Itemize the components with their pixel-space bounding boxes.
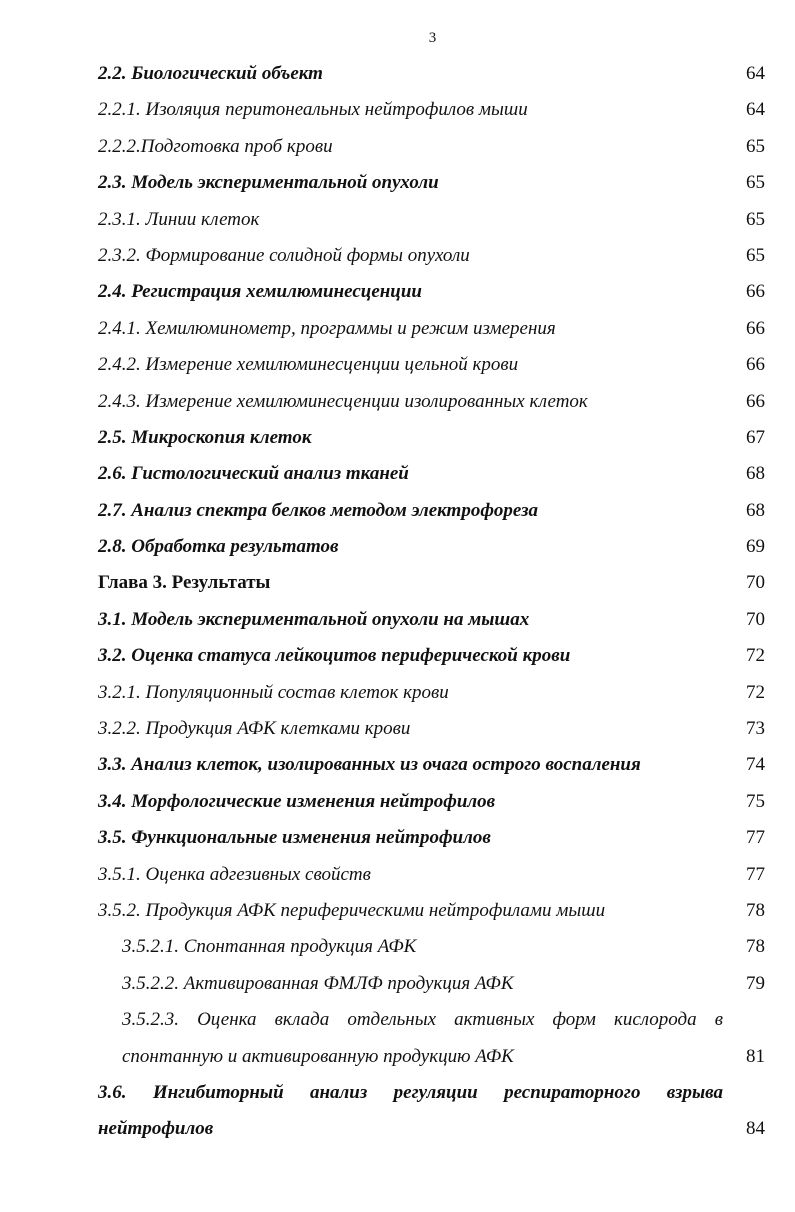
- toc-entry-page: 78: [746, 936, 765, 958]
- toc-entry-title: Глава 3. Результаты: [98, 572, 271, 594]
- toc-entry-title: 2.3. Модель экспериментальной опухоли: [98, 172, 439, 194]
- toc-entry-title: 2.3.1. Линии клеток: [98, 208, 260, 230]
- toc-entry: [0, 529, 795, 565]
- toc-entry-title: 3.2.2. Продукция АФК клетками крови: [98, 718, 411, 740]
- toc-entry-page: 67: [746, 426, 765, 448]
- toc-entry: [0, 347, 795, 383]
- toc-entry-page: 66: [746, 354, 765, 376]
- toc-entry-page: 74: [746, 754, 765, 776]
- toc-entry-page: 72: [746, 645, 765, 667]
- toc-entry: [0, 929, 795, 965]
- toc-entry-page: 84: [746, 1118, 765, 1140]
- toc-entry: [0, 202, 795, 238]
- toc-entry: [0, 784, 795, 820]
- toc-entry-title: 3.5.1. Оценка адгезивных свойств: [98, 863, 371, 885]
- toc-entry: [0, 420, 795, 456]
- toc-entry: [0, 747, 795, 783]
- toc-entry-continuation: [0, 1111, 795, 1147]
- toc-entry-page: 68: [746, 463, 765, 485]
- toc-entry-page: 65: [746, 244, 765, 266]
- toc-entry-title: 2.4.3. Измерение хемилюминесценции изолированных клеток: [98, 390, 588, 412]
- toc-entry-page: 81: [746, 1045, 765, 1067]
- toc-entry: [0, 711, 795, 747]
- toc-entry: [0, 311, 795, 347]
- toc-entry-title: 3.2. Оценка статуса лейкоцитов периферической крови: [98, 645, 571, 667]
- toc-entry: [0, 493, 795, 529]
- toc-entry-continuation: [0, 1039, 795, 1075]
- toc-entry-page: 66: [746, 281, 765, 303]
- toc-entry: [0, 966, 795, 1002]
- toc-entry-page: 70: [746, 608, 765, 630]
- toc-entry-title: 3.3. Анализ клеток, изолированных из очага острого воспаления: [98, 754, 641, 776]
- toc-entry-title: 2.2. Биологический объект: [98, 63, 323, 84]
- toc-entry-title: 3.4. Морфологические изменения нейтрофилов: [98, 790, 496, 812]
- toc-entry-title: 2.2.2.Подготовка проб крови: [98, 135, 333, 157]
- toc-entry-title: 2.4.1. Хемилюминометр, программы и режим измерения: [98, 317, 556, 339]
- toc-entry-page: 77: [746, 827, 765, 849]
- toc-entry: [0, 675, 795, 711]
- toc-entry-title: 3.2.1. Популяционный состав клеток крови: [98, 681, 449, 703]
- toc-entry-title: 3.5.2. Продукция АФК периферическими нейтрофилами мыши: [98, 899, 606, 921]
- toc-entry: [0, 602, 795, 638]
- toc-entry: [0, 1002, 795, 1038]
- toc-entry: [0, 384, 795, 420]
- toc-entry-title: 2.6. Гистологический анализ тканей: [98, 463, 409, 485]
- toc-entry: [0, 56, 795, 92]
- toc-entry-title: 2.4. Регистрация хемилюминесценции: [98, 281, 423, 303]
- toc-entry-page: 66: [746, 390, 765, 412]
- toc-entry: [0, 857, 795, 893]
- toc-entry: [0, 165, 795, 201]
- toc-entry-title: 3.5.2.3. Оценка вклада отдельных активных форм кислорода в: [122, 1009, 723, 1031]
- page-number: 3: [428, 30, 437, 46]
- toc-entry-page: 65: [746, 135, 765, 157]
- toc-entry-page: 78: [746, 899, 765, 921]
- toc-entry-page: 64: [746, 99, 765, 121]
- toc-entry: [0, 1075, 795, 1111]
- toc-entry: [0, 238, 795, 274]
- toc-entry: [0, 456, 795, 492]
- toc-entry-page: 64: [746, 63, 765, 84]
- table-of-contents: [0, 56, 795, 1148]
- toc-entry: [0, 274, 795, 310]
- toc-entry-title: 2.5. Микроскопия клеток: [98, 426, 312, 448]
- toc-entry-page: 68: [746, 499, 765, 521]
- toc-entry-page: 79: [746, 972, 765, 994]
- toc-entry-title: 3.1. Модель экспериментальной опухоли на мышах: [98, 608, 530, 630]
- toc-entry-page: 73: [746, 718, 765, 740]
- toc-entry-title: 3.5. Функциональные изменения нейтрофилов: [98, 827, 491, 849]
- toc-entry-title: 2.8. Обработка результатов: [98, 536, 339, 558]
- toc-entry: [0, 129, 795, 165]
- toc-entry: [0, 893, 795, 929]
- toc-entry-page: 69: [746, 536, 765, 558]
- toc-entry-title: 2.4.2. Измерение хемилюминесценции цельной крови: [98, 354, 519, 376]
- toc-entry-page: 65: [746, 208, 765, 230]
- toc-entry-title: 3.6. Ингибиторный анализ регуляции респираторного взрыва: [98, 1081, 723, 1103]
- toc-entry: [0, 92, 795, 128]
- toc-entry-title: 2.7. Анализ спектра белков методом электрофореза: [98, 499, 539, 521]
- toc-entry-title: спонтанную и активированную продукцию АФК: [122, 1045, 514, 1067]
- toc-entry-title: 3.5.2.1. Спонтанная продукция АФК: [122, 936, 417, 958]
- toc-entry-page: 77: [746, 863, 765, 885]
- toc-chapter-entry: [0, 565, 795, 601]
- toc-entry-title: 3.5.2.2. Активированная ФМЛФ продукция АФК: [122, 972, 514, 994]
- toc-entry-title: 2.2.1. Изоляция перитонеальных нейтрофилов мыши: [98, 99, 528, 121]
- toc-entry-title: нейтрофилов: [98, 1118, 214, 1140]
- toc-entry: [0, 638, 795, 674]
- toc-entry: [0, 820, 795, 856]
- toc-entry-page: 70: [746, 572, 765, 594]
- toc-entry-page: 75: [746, 790, 765, 812]
- toc-entry-page: 72: [746, 681, 765, 703]
- toc-entry-title: 2.3.2. Формирование солидной формы опухоли: [98, 244, 470, 266]
- toc-entry-page: 65: [746, 172, 765, 194]
- toc-entry-page: 66: [746, 317, 765, 339]
